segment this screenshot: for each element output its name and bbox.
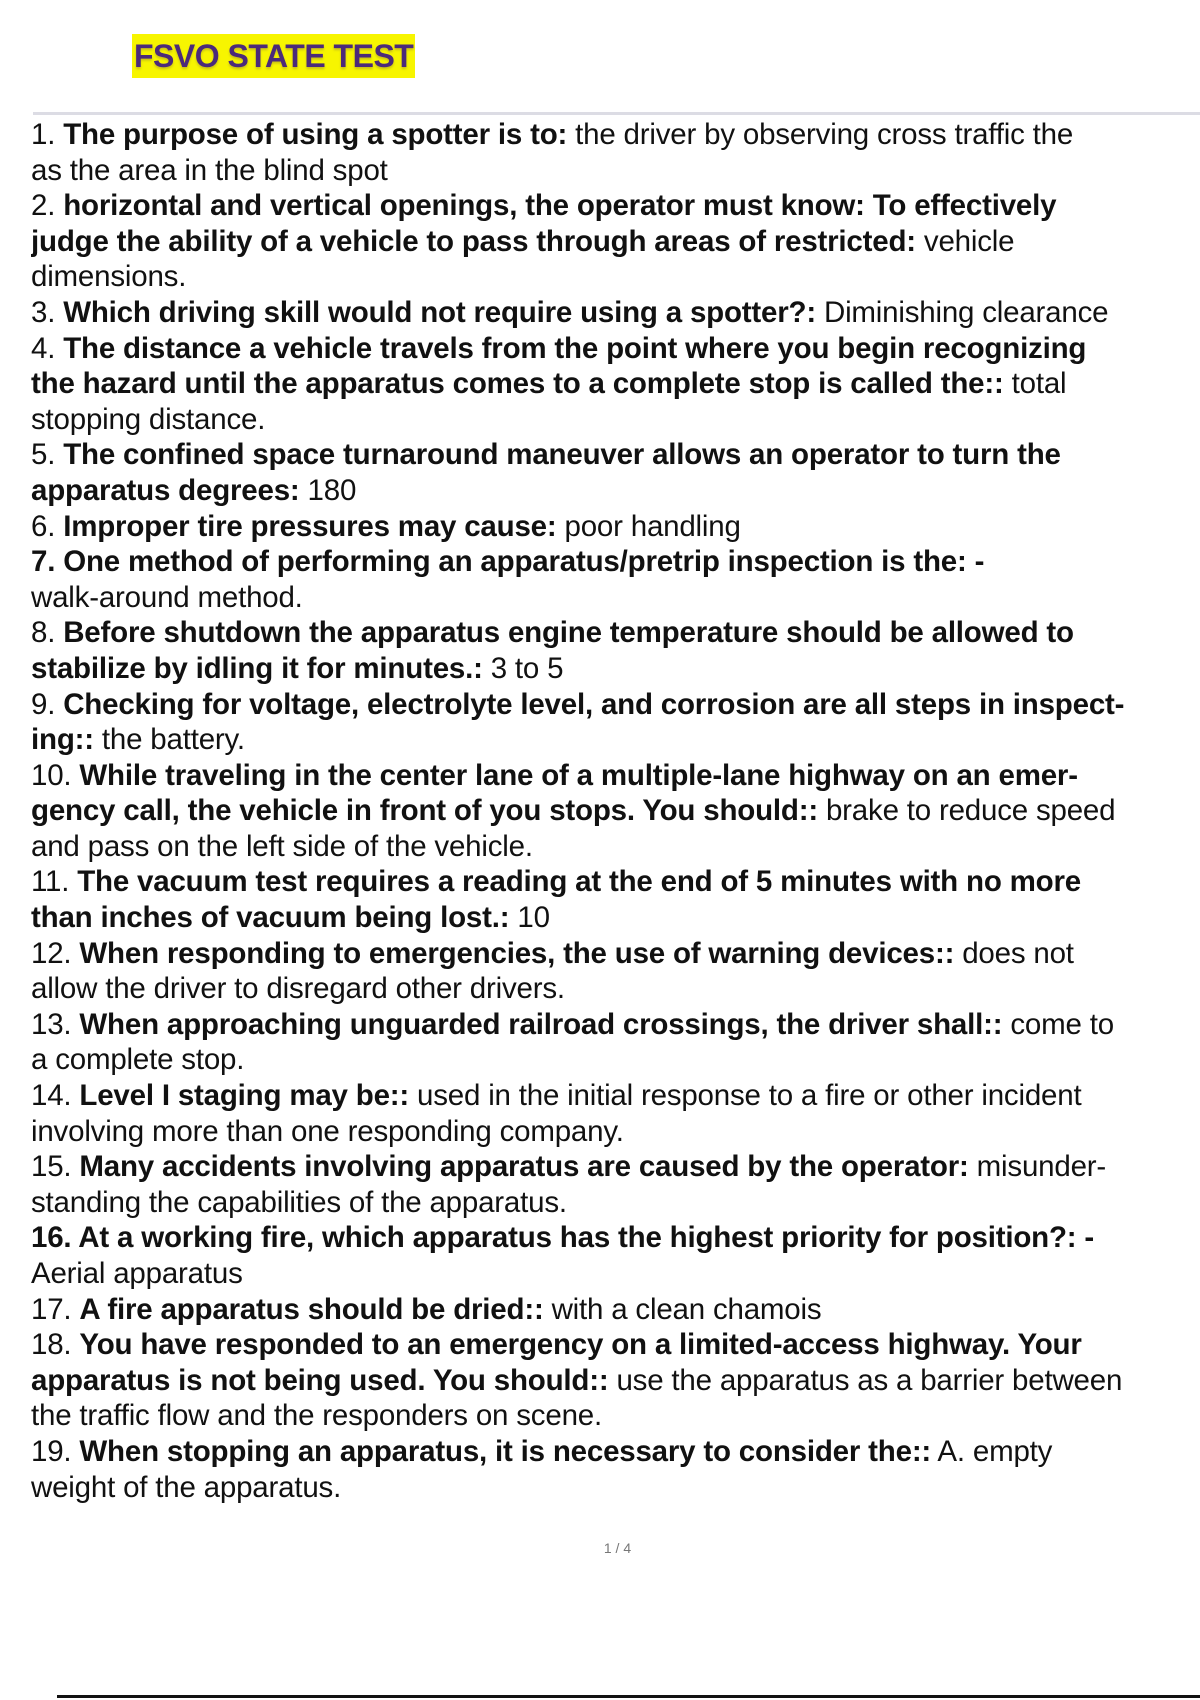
line-answer: used in the initial response to a fire or other incident xyxy=(409,1079,1082,1113)
text-line xyxy=(31,153,1200,189)
line-prefix: 13. xyxy=(31,1007,80,1041)
text-line xyxy=(31,687,1200,723)
line-answer: a complete stop. xyxy=(31,1043,245,1077)
line-question: While traveling in the center lane of a multiple-lane highway on an emer- xyxy=(79,758,1078,792)
line-question: The vacuum test requires a reading at the end of 5 minutes with no more xyxy=(77,865,1081,899)
line-answer: allow the driver to disregard other drivers. xyxy=(31,972,565,1006)
line-question: judge the ability of a vehicle to pass through areas of restricted: xyxy=(31,224,916,258)
line-question: 7. One method of performing an apparatus/pretrip inspection is the: - xyxy=(31,545,985,579)
text-line xyxy=(31,1007,1200,1043)
text-line xyxy=(31,793,1200,829)
document-title: FSVO STATE TEST xyxy=(132,34,415,78)
line-answer: A. empty xyxy=(931,1434,1053,1468)
text-line xyxy=(31,936,1200,972)
line-question: When approaching unguarded railroad crossings, the driver shall:: xyxy=(79,1007,1003,1041)
text-line xyxy=(31,402,1200,438)
line-prefix: 4. xyxy=(31,331,64,365)
line-answer: does not xyxy=(954,936,1074,970)
text-line xyxy=(31,259,1200,295)
line-answer: the battery. xyxy=(93,723,245,757)
line-prefix: 14. xyxy=(31,1079,80,1113)
line-answer: misunder- xyxy=(968,1150,1107,1184)
line-prefix: 10. xyxy=(31,758,80,792)
text-line xyxy=(31,1042,1200,1078)
title-divider xyxy=(33,112,1200,115)
line-answer: with a clean chamois xyxy=(543,1292,822,1326)
line-answer: stopping distance. xyxy=(31,402,266,436)
text-line xyxy=(31,188,1200,224)
line-answer: 180 xyxy=(299,473,357,507)
text-line xyxy=(31,331,1200,367)
line-prefix: 6. xyxy=(31,509,64,543)
line-prefix: 3. xyxy=(31,295,64,329)
line-question: Improper tire pressures may cause: xyxy=(63,509,557,543)
line-prefix: 17. xyxy=(31,1292,80,1326)
text-line xyxy=(31,1398,1200,1434)
line-answer: dimensions. xyxy=(31,260,187,294)
line-answer: walk-around method. xyxy=(31,580,303,614)
line-prefix: 5. xyxy=(31,438,64,472)
line-prefix: 2. xyxy=(31,189,64,223)
text-line xyxy=(31,473,1200,509)
text-line xyxy=(31,1256,1200,1292)
line-question: apparatus degrees: xyxy=(31,473,300,507)
line-prefix: 19. xyxy=(31,1434,80,1468)
line-question: Before shutdown the apparatus engine temperature should be allowed to xyxy=(63,616,1074,650)
text-line xyxy=(31,1363,1200,1399)
text-line xyxy=(31,1220,1200,1256)
text-line xyxy=(31,224,1200,260)
line-question: gency call, the vehicle in front of you stops. You should:: xyxy=(31,794,818,828)
line-question: apparatus is not being used. You should:: xyxy=(31,1363,609,1397)
text-line xyxy=(31,509,1200,545)
text-line xyxy=(31,1185,1200,1221)
line-prefix: 15. xyxy=(31,1150,80,1184)
line-question: than inches of vacuum being lost.: xyxy=(31,901,510,935)
line-question: When stopping an apparatus, it is necessary to consider the:: xyxy=(79,1434,932,1468)
text-line xyxy=(31,1292,1200,1328)
text-line xyxy=(31,615,1200,651)
line-answer: vehicle xyxy=(915,224,1015,258)
text-line xyxy=(31,1149,1200,1185)
line-answer: total xyxy=(1003,367,1067,401)
text-line xyxy=(31,437,1200,473)
line-question: 16. At a working fire, which apparatus has the highest priority for position?: - xyxy=(31,1221,1095,1255)
line-question: Many accidents involving apparatus are caused by the operator: xyxy=(79,1150,969,1184)
line-question: horizontal and vertical openings, the operator must know: To effectively xyxy=(63,189,1057,223)
text-line xyxy=(31,971,1200,1007)
text-line xyxy=(31,722,1200,758)
text-line xyxy=(31,1078,1200,1114)
line-question: The confined space turnaround maneuver allows an operator to turn the xyxy=(63,438,1061,472)
line-answer: poor handling xyxy=(556,509,741,543)
line-answer: and pass on the left side of the vehicle. xyxy=(31,829,533,863)
text-line xyxy=(31,829,1200,865)
line-question: The distance a vehicle travels from the point where you begin recognizing xyxy=(63,331,1087,365)
line-question: Checking for voltage, electrolyte level, and corrosion are all steps in inspect- xyxy=(63,687,1125,721)
text-line xyxy=(31,366,1200,402)
line-question: Which driving skill would not require using a spotter?: xyxy=(63,295,816,329)
text-line xyxy=(31,1434,1200,1470)
text-line xyxy=(31,1114,1200,1150)
line-answer: 3 to 5 xyxy=(482,651,564,685)
line-answer: weight of the apparatus. xyxy=(31,1470,342,1504)
line-answer: use the apparatus as a barrier between xyxy=(608,1363,1123,1397)
text-line xyxy=(31,580,1200,616)
line-prefix: 1. xyxy=(31,118,64,151)
line-answer: involving more than one responding company. xyxy=(31,1114,624,1148)
line-question: A fire apparatus should be dried:: xyxy=(79,1292,544,1326)
line-prefix: 11. xyxy=(31,865,78,899)
line-question: You have responded to an emergency on a limited-access highway. Your xyxy=(79,1328,1082,1362)
line-answer: standing the capabilities of the apparatus. xyxy=(31,1185,567,1219)
line-answer: come to xyxy=(1002,1007,1114,1041)
line-answer: Aerial apparatus xyxy=(31,1257,243,1290)
page-number: 1 / 4 xyxy=(603,1540,632,1556)
line-prefix: 9. xyxy=(31,687,64,721)
line-answer: 10 xyxy=(509,901,550,935)
line-question: ing:: xyxy=(31,723,94,757)
line-prefix: 8. xyxy=(31,616,64,650)
line-answer: brake to reduce speed xyxy=(817,794,1116,828)
text-line xyxy=(31,117,1200,153)
text-line xyxy=(31,544,1200,580)
question-list xyxy=(31,117,1200,1505)
line-question: When responding to emergencies, the use of warning devices:: xyxy=(79,936,955,970)
line-prefix: 12. xyxy=(31,936,80,970)
line-prefix: 18. xyxy=(31,1328,80,1362)
line-answer: as the area in the blind spot xyxy=(31,153,388,187)
line-answer: the driver by observing cross traffic the xyxy=(567,118,1074,151)
text-line xyxy=(31,295,1200,331)
text-line xyxy=(31,758,1200,794)
page-bottom-divider xyxy=(57,1695,1200,1698)
line-answer: Diminishing clearance xyxy=(815,295,1109,329)
line-question: the hazard until the apparatus comes to a complete stop is called the:: xyxy=(31,367,1004,401)
line-question: Level I staging may be:: xyxy=(79,1079,410,1113)
text-line xyxy=(31,864,1200,900)
line-answer: the traffic flow and the responders on scene. xyxy=(31,1399,602,1433)
text-line xyxy=(31,1327,1200,1363)
line-question: stabilize by idling it for minutes.: xyxy=(31,651,483,685)
text-line xyxy=(31,1470,1200,1506)
text-line xyxy=(31,651,1200,687)
text-line xyxy=(31,900,1200,936)
line-question: The purpose of using a spotter is to: xyxy=(63,118,568,151)
